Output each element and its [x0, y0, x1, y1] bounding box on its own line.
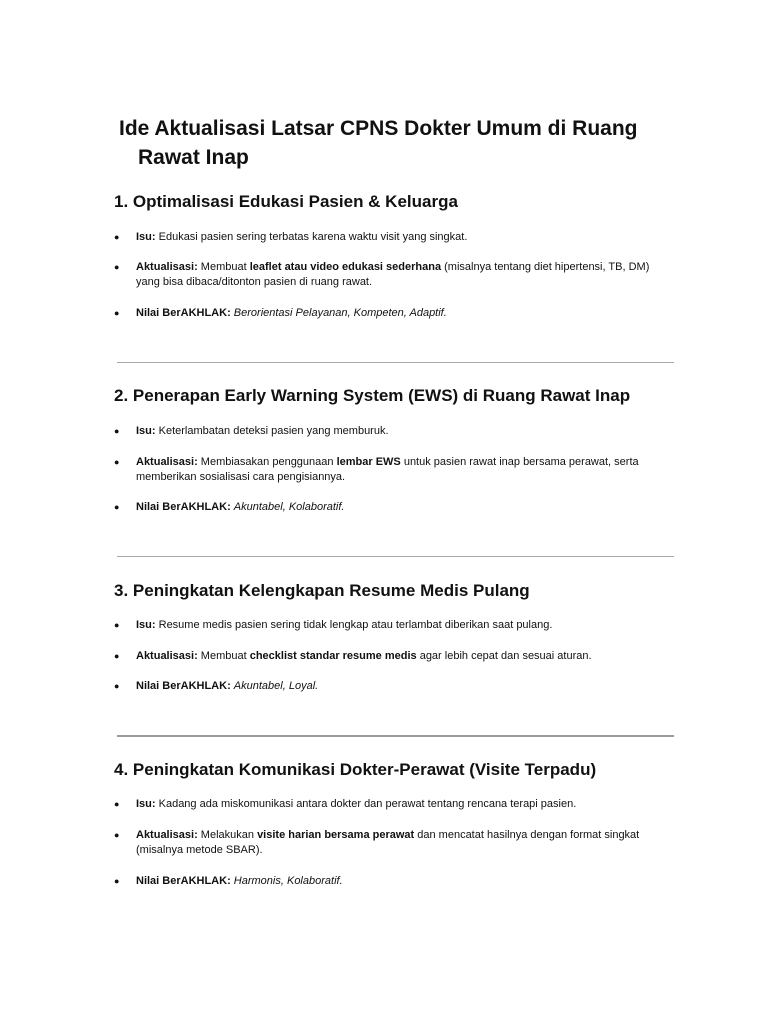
aktualisasi-highlight: lembar EWS — [336, 456, 401, 468]
bullet-icon: ● — [114, 876, 120, 886]
nilai-value: Akuntabel, Loyal. — [233, 680, 319, 692]
section-3-aktualisasi-item — [114, 649, 674, 664]
section-4-aktualisasi-item — [114, 828, 674, 858]
section-2-nilai-item — [114, 500, 674, 515]
aktualisasi-text-post: dan mencatat hasilnya dengan format singkat (misalnya metode SBAR). — [136, 829, 640, 856]
nilai-label: Nilai BerAKHLAK: — [136, 501, 231, 513]
isu-label: Isu: — [136, 619, 156, 631]
section-4-heading: 4. Peningkatan Komunikasi Dokter-Perawat (Visite Terpadu) — [114, 760, 597, 779]
section-4-nilai-item — [114, 874, 674, 889]
section-2-isu-item — [114, 424, 674, 439]
aktualisasi-label: Aktualisasi: — [136, 456, 198, 468]
section-1-isu-item — [114, 230, 674, 245]
bullet-icon: ● — [114, 426, 120, 436]
aktualisasi-label: Aktualisasi: — [136, 650, 198, 662]
bullet-icon: ● — [114, 620, 120, 630]
section-4-isu-item — [114, 797, 674, 812]
aktualisasi-text-pre: Membuat — [197, 650, 250, 662]
aktualisasi-highlight: leaflet atau video edukasi sederhana — [249, 261, 442, 273]
aktualisasi-text-post: (misalnya tentang diet hipertensi, TB, DM) yang bisa dibaca/ditonton pasien di ruang rawat. — [136, 261, 650, 288]
nilai-label: Nilai BerAKHLAK: — [136, 680, 231, 692]
section-1-heading: 1. Optimalisasi Edukasi Pasien & Keluarga — [114, 192, 458, 211]
isu-text: Resume medis pasien sering tidak lengkap atau terlambat diberikan saat pulang. — [155, 619, 553, 631]
document-title-line-2: Rawat Inap — [138, 146, 249, 169]
aktualisasi-highlight: visite harian bersama perawat — [257, 829, 415, 841]
section-divider — [117, 735, 674, 737]
document-title-line-1: Ide Aktualisasi Latsar CPNS Dokter Umum di Ruang — [119, 117, 638, 140]
isu-label: Isu: — [136, 231, 156, 243]
section-3-nilai-item — [114, 679, 674, 694]
nilai-value: Berorientasi Pelayanan, Kompeten, Adaptif. — [233, 307, 447, 319]
nilai-value: Harmonis, Kolaboratif. — [233, 875, 343, 887]
section-2-heading: 2. Penerapan Early Warning System (EWS) di Ruang Rawat Inap — [114, 386, 631, 405]
isu-label: Isu: — [136, 798, 156, 810]
section-4 — [114, 759, 694, 887]
aktualisasi-text-post: untuk pasien rawat inap bersama perawat, serta memberikan sosialisasi cara pengisiannya. — [136, 456, 639, 483]
bullet-icon: ● — [114, 799, 120, 809]
aktualisasi-text-pre: Membiasakan penggunaan — [197, 456, 337, 468]
section-divider — [117, 556, 674, 557]
bullet-icon: ● — [114, 232, 120, 242]
bullet-icon: ● — [114, 457, 120, 467]
section-1-nilai-item — [114, 306, 674, 321]
bullet-icon: ● — [114, 502, 120, 512]
section-3 — [114, 580, 694, 692]
section-divider — [117, 362, 674, 363]
section-3-heading: 3. Peningkatan Kelengkapan Resume Medis Pulang — [114, 581, 530, 600]
section-3-isu-item — [114, 618, 674, 633]
document-title — [119, 114, 699, 172]
bullet-icon: ● — [114, 681, 120, 691]
aktualisasi-text-post: agar lebih cepat dan sesuai aturan. — [416, 650, 592, 662]
isu-text: Edukasi pasien sering terbatas karena waktu visit yang singkat. — [155, 231, 468, 243]
bullet-icon: ● — [114, 308, 120, 318]
nilai-label: Nilai BerAKHLAK: — [136, 307, 231, 319]
nilai-value: Akuntabel, Kolaboratif. — [233, 501, 345, 513]
section-1 — [114, 191, 694, 319]
aktualisasi-text-pre: Melakukan — [197, 829, 258, 841]
aktualisasi-text-pre: Membuat — [197, 261, 250, 273]
isu-text: Kadang ada miskomunikasi antara dokter dan perawat tentang rencana terapi pasien. — [155, 798, 577, 810]
nilai-label: Nilai BerAKHLAK: — [136, 875, 231, 887]
bullet-icon: ● — [114, 830, 120, 840]
bullet-icon: ● — [114, 262, 120, 272]
aktualisasi-label: Aktualisasi: — [136, 829, 198, 841]
aktualisasi-label: Aktualisasi: — [136, 261, 198, 273]
isu-text: Keterlambatan deteksi pasien yang memburuk. — [155, 425, 389, 437]
section-1-aktualisasi-item — [114, 260, 674, 290]
section-2 — [114, 385, 694, 513]
isu-label: Isu: — [136, 425, 156, 437]
aktualisasi-highlight: checklist standar resume medis — [249, 650, 417, 662]
section-2-aktualisasi-item — [114, 455, 674, 485]
bullet-icon: ● — [114, 651, 120, 661]
